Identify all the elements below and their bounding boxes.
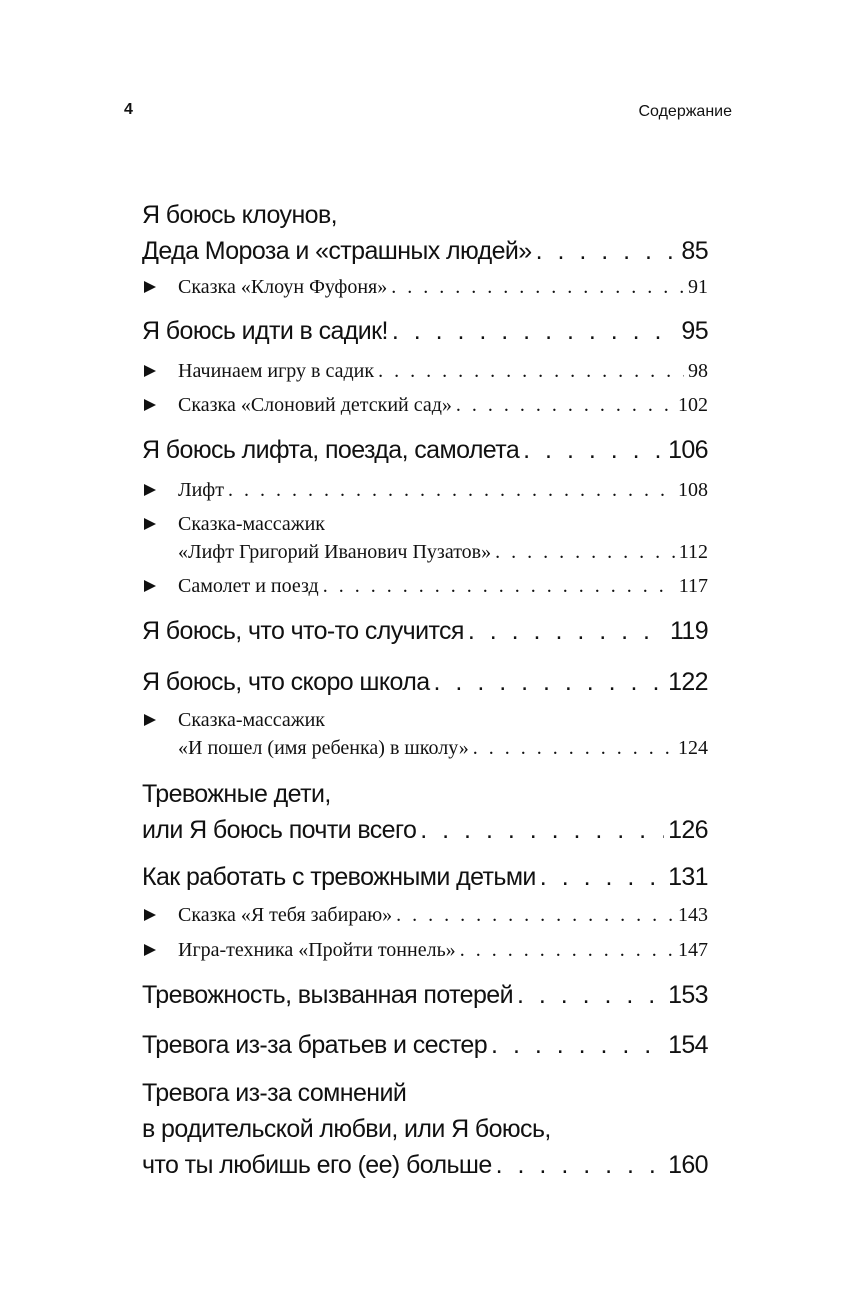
leader-dots bbox=[392, 313, 678, 349]
toc-page-number: 126 bbox=[668, 816, 708, 844]
leader-dots bbox=[468, 613, 666, 649]
toc-page-number: 95 bbox=[681, 317, 708, 345]
toc-entry-title-line: Я боюсь лифта, поезда, самолета . . . 106 bbox=[142, 432, 708, 468]
toc-page-number: 108 bbox=[678, 479, 708, 501]
toc-entry-title-line: Тревога из-за сомнений bbox=[142, 1079, 407, 1107]
leader-dots bbox=[460, 936, 674, 964]
leader-dots bbox=[228, 476, 674, 504]
leader-dots bbox=[391, 273, 684, 301]
leader-dots bbox=[495, 538, 675, 566]
toc-subsection-entry[interactable] bbox=[142, 273, 708, 301]
toc-chapter-entry[interactable] bbox=[142, 977, 708, 1013]
toc-page-number: 160 bbox=[668, 1151, 708, 1179]
leader-dots bbox=[523, 432, 664, 468]
toc-chapter-entry[interactable] bbox=[142, 313, 708, 349]
leader-dots bbox=[536, 233, 678, 269]
toc-entry-title-line: Я боюсь, что скоро школа . . . 122 bbox=[142, 664, 708, 700]
page-number: 4 bbox=[124, 101, 133, 118]
toc-chapter-entry[interactable] bbox=[142, 859, 708, 895]
toc-entry-title-line: Сказка-массажик bbox=[178, 513, 325, 535]
toc-entry-title-line: Самолет и поезд . . . 117 bbox=[178, 572, 708, 600]
leader-dots bbox=[323, 572, 675, 600]
toc-chapter-entry[interactable] bbox=[142, 664, 708, 700]
toc-entry-title-line: Как работать с тревожными детьми . . . 131 bbox=[142, 859, 708, 895]
toc-page-number: 131 bbox=[668, 863, 708, 891]
toc-chapter-entry[interactable] bbox=[142, 1075, 708, 1183]
toc-entry-title-line: что ты любишь его (ее) больше . . . 160 bbox=[142, 1147, 708, 1183]
toc-page-number: 85 bbox=[681, 237, 708, 265]
toc-entry-title-line: или Я боюсь почти всего . . . 126 bbox=[142, 812, 708, 848]
toc-subsection-entry[interactable] bbox=[142, 572, 708, 600]
toc-page-number: 119 bbox=[669, 617, 708, 645]
toc-entry-title-line: «И пошел (имя ребенка) в школу» . . . 124 bbox=[178, 734, 708, 762]
toc-page-number: 106 bbox=[668, 436, 708, 464]
leader-dots bbox=[456, 391, 674, 419]
toc-entry-title-line: Я боюсь клоунов, bbox=[142, 201, 337, 229]
toc-entry-title-line: Начинаем игру в садик . . . 98 bbox=[178, 357, 708, 385]
toc-entry-title-line: Я боюсь идти в садик! . . . 95 bbox=[142, 313, 708, 349]
leader-dots bbox=[517, 977, 664, 1013]
leader-dots bbox=[420, 812, 664, 848]
toc-page-number: 122 bbox=[668, 668, 708, 696]
toc-chapter-entry[interactable] bbox=[142, 432, 708, 468]
triangle-bullet-icon bbox=[144, 365, 156, 377]
toc-page-number: 117 bbox=[678, 575, 708, 597]
toc-page-number: 143 bbox=[678, 904, 708, 926]
toc-entry-title-line: «Лифт Григорий Иванович Пузатов» . . . 112 bbox=[178, 538, 708, 566]
toc-subsection-entry[interactable] bbox=[142, 391, 708, 419]
toc-entry-title-line: Тревога из-за братьев и сестер . . . 154 bbox=[142, 1027, 708, 1063]
toc-subsection-entry[interactable] bbox=[142, 357, 708, 385]
toc-page-number: 91 bbox=[688, 276, 708, 298]
leader-dots bbox=[396, 901, 674, 929]
triangle-bullet-icon bbox=[144, 484, 156, 496]
triangle-bullet-icon bbox=[144, 714, 156, 726]
toc-entry-title-line: Тревожность, вызванная потерей . . . 153 bbox=[142, 977, 708, 1013]
triangle-bullet-icon bbox=[144, 281, 156, 293]
toc-chapter-entry[interactable] bbox=[142, 197, 708, 269]
toc-subsection-entry[interactable] bbox=[142, 936, 708, 964]
toc-entry-title-line: Сказка-массажик bbox=[178, 709, 325, 731]
toc-entry-title-line: Тревожные дети, bbox=[142, 780, 331, 808]
toc-entry-title-line: Я боюсь, что что-то случится . . . 119 bbox=[142, 613, 708, 649]
toc-subsection-entry[interactable] bbox=[142, 901, 708, 929]
leader-dots bbox=[473, 734, 674, 762]
toc-entry-title-line: Сказка «Клоун Фуфоня» . . . 91 bbox=[178, 273, 708, 301]
triangle-bullet-icon bbox=[144, 944, 156, 956]
toc-chapter-entry[interactable] bbox=[142, 613, 708, 649]
toc-entry-title-line: Игра-техника «Пройти тоннель» . . . 147 bbox=[178, 936, 708, 964]
toc-chapter-entry[interactable] bbox=[142, 1027, 708, 1063]
leader-dots bbox=[496, 1147, 664, 1183]
toc-page-number: 124 bbox=[678, 737, 708, 759]
running-head bbox=[124, 101, 732, 125]
toc-entry-title-line: Деда Мороза и «страшных людей» . . . 85 bbox=[142, 233, 708, 269]
toc-page-number: 102 bbox=[678, 394, 708, 416]
toc-entry-title-line: Лифт . . . 108 bbox=[178, 476, 708, 504]
toc-subsection-entry[interactable] bbox=[142, 510, 708, 566]
toc-page-number: 112 bbox=[678, 541, 708, 563]
triangle-bullet-icon bbox=[144, 909, 156, 921]
leader-dots bbox=[378, 357, 684, 385]
toc-entry-title-line: Сказка «Слоновий детский сад» . . . 102 bbox=[178, 391, 708, 419]
triangle-bullet-icon bbox=[144, 580, 156, 592]
toc-subsection-entry[interactable] bbox=[142, 706, 708, 762]
toc-page-number: 154 bbox=[668, 1031, 708, 1059]
leader-dots bbox=[491, 1027, 664, 1063]
section-title: Содержание bbox=[638, 103, 732, 120]
toc-page-number: 147 bbox=[678, 939, 708, 961]
toc-chapter-entry[interactable] bbox=[142, 776, 708, 848]
toc-entry-title-line: в родительской любви, или Я боюсь, bbox=[142, 1115, 551, 1143]
triangle-bullet-icon bbox=[144, 518, 156, 530]
toc-subsection-entry[interactable] bbox=[142, 476, 708, 504]
leader-dots bbox=[540, 859, 664, 895]
triangle-bullet-icon bbox=[144, 399, 156, 411]
toc-page-number: 153 bbox=[668, 981, 708, 1009]
leader-dots bbox=[434, 664, 665, 700]
toc-entry-title-line: Сказка «Я тебя забираю» . . . 143 bbox=[178, 901, 708, 929]
toc-page-number: 98 bbox=[688, 360, 708, 382]
